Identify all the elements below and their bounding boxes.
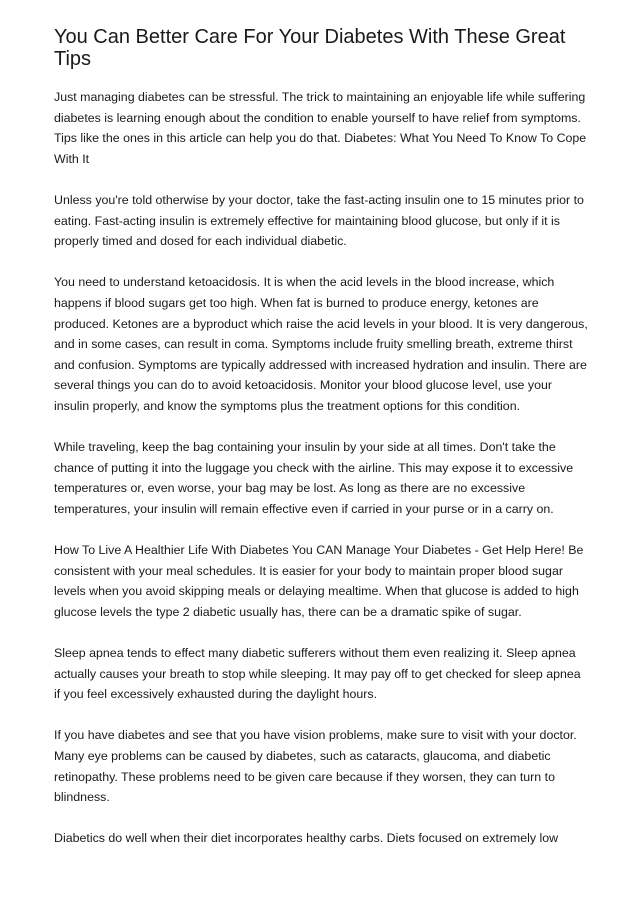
paragraph-ketoacidosis: You need to understand ketoacidosis. It is when the acid levels in the blood increase, which happens if blood sugars get too high. When fat is burned to produce energy, ketones are produced. Ketones are a byproduct which raise the acid levels in your blood. It is very dangerous, and in some cases, can result in coma. Symptoms include fruity smelling breath, extreme thirst and confusion. Symptoms are typically addressed with increased hydration and insulin. There are several things you can do to avoid ketoacidosis. Monitor your blood glucose level, use your insulin properly, and know the symptoms plus the treatment options for this condition. <box>54 275 588 413</box>
document-page <box>54 26 590 870</box>
paragraph-carbs: Diabetics do well when their diet incorporates healthy carbs. Diets focused on extremely low <box>54 831 559 846</box>
paragraph-sleep-apnea: Sleep apnea tends to effect many diabetic sufferers without them even realizing it. Sleep apnea actually causes your breath to stop while sleeping. It may pay off to get checked for sleep apnea if you feel excessively exhausted during the daylight hours. <box>54 646 581 702</box>
paragraph-traveling: While traveling, keep the bag containing your insulin by your side at all times. Don't take the chance of putting it into the luggage you check with the airline. This may expose it to excessive temperatures or, even worse, your bag may be lost. As long as there are no excessive temperatures, your insulin will remain effective even if carried in your purse or in a carry on. <box>54 440 574 516</box>
paragraph-meal-schedules: How To Live A Healthier Life With Diabetes You CAN Manage Your Diabetes - Get Help Here! Be consistent with your meal schedules. It is easier for your body to maintain proper blood sugar levels when you avoid skipping meals or delaying mealtime. When that glucose is added to high glucose levels the type 2 diabetic usually has, there can be a dramatic spike of sugar. <box>54 543 584 619</box>
paragraph-vision: If you have diabetes and see that you have vision problems, make sure to visit with your doctor. Many eye problems can be caused by diabetes, such as cataracts, glaucoma, and diabetic retinopathy. These problems need to be given care because if they worsen, they can turn to blindness. <box>54 728 577 805</box>
paragraph-insulin-timing: Unless you're told otherwise by your doctor, take the fast-acting insulin one to 15 minutes prior to eating. Fast-acting insulin is extremely effective for maintaining blood glucose, but only if it is properly timed and dosed for each individual diabetic. <box>54 192 584 249</box>
page-title: You Can Better Care For Your Diabetes With These Great Tips <box>54 26 566 70</box>
paragraph-intro: Just managing diabetes can be stressful. The trick to maintaining an enjoyable life while suffering diabetes is learning enough about the condition to enable yourself to have relief from symptoms. Tips like the ones in this article can help you do that. Diabetes: What You Need To Know To Cope With It <box>54 90 587 166</box>
